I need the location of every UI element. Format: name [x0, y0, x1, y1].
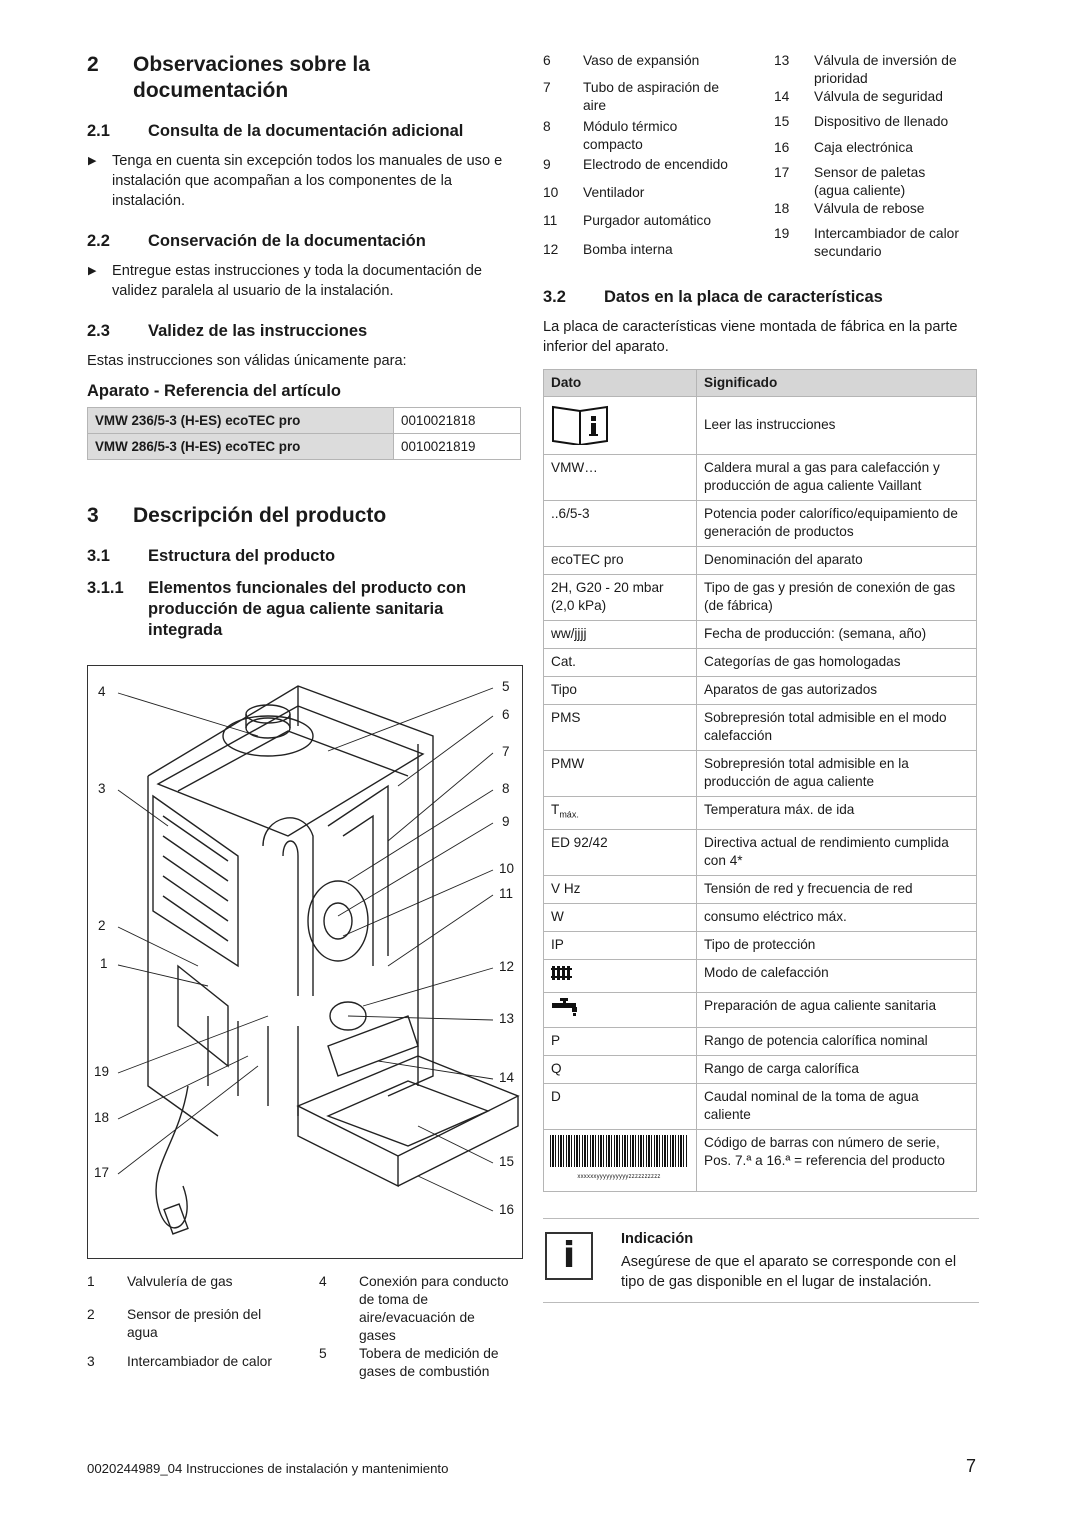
legend-item: 12 Bomba interna [543, 241, 673, 257]
tap-icon [551, 997, 581, 1017]
legend-item: 2 Sensor de presión del agua [87, 1307, 262, 1341]
table-row: ..6/5-3 Potencia poder calorífico/equipamiento de generación de productos [544, 501, 977, 547]
right-column [543, 52, 979, 1303]
legend-item: 7 Tubo de aspiración de aire [543, 80, 720, 114]
legend-item: 4 Conexión para conducto de toma de aire/evacuación de gases [319, 1274, 509, 1343]
callout-5: 5 [502, 679, 510, 694]
table-row: 2H, G20 - 20 mbar (2,0 kPa) Tipo de gas y presión de conexión de gas (de fábrica) [544, 575, 977, 621]
bullet-item: ▶ Tenga en cuenta sin excepción todos los manuales de uso e instalación que acompañan a los componentes de la instalación. [88, 153, 503, 209]
note-title: Indicación [621, 1230, 694, 1247]
table-row: VMW… Caldera mural a gas para calefacción y producción de agua caliente Vaillant [544, 455, 977, 501]
bullet-arrow-icon: ▶ [88, 155, 97, 167]
callout-14: 14 [499, 1070, 515, 1085]
table-header-row: Dato Significado [544, 370, 977, 397]
callout-2: 2 [98, 918, 106, 933]
table-row: IP Tipo de protección [544, 931, 977, 959]
callout-4: 4 [98, 684, 106, 699]
table-row: V Hz Tensión de red y frecuencia de red [544, 875, 977, 903]
callout-1: 1 [100, 956, 108, 971]
section-2-2-heading: 2.2 Conservación de la documentación [87, 232, 426, 250]
table-row: PMS Sobrepresión total admisible en el modo calefacción [544, 705, 977, 751]
barcode-text: xxxxxxyyyyyyyyyyzzzzzzzzzz [577, 1173, 661, 1180]
book-info-icon [550, 401, 610, 445]
table-row: ww/jjjj Fecha de producción: (semana, año) [544, 621, 977, 649]
info-icon: i [545, 1232, 593, 1280]
legend-item: 16 Caja electrónica [774, 140, 913, 155]
table-row: Tipo Aparatos de gas autorizados [544, 677, 977, 705]
table-row: D Caudal nominal de la toma de agua caliente [544, 1083, 977, 1129]
legend-column [543, 52, 774, 261]
left-column [87, 52, 522, 1381]
legend-item: 10 Ventilador [543, 185, 645, 201]
section-2-3-heading: 2.3 Validez de las instrucciones [87, 322, 368, 340]
table-row: $T_{máx.}$ Temperatura máx. de ida [544, 797, 977, 830]
legend-item: 6 Vaso de expansión [543, 53, 700, 68]
table-row: VMW 286/5-3 (H-ES) ecoTEC pro 0010021819 [88, 434, 521, 460]
legend-item: 14 Válvula de seguridad [774, 89, 943, 104]
callout-12: 12 [499, 959, 515, 974]
callout-6: 6 [502, 707, 510, 722]
note-box [543, 1218, 979, 1303]
table-row: Cat. Categorías de gas homologadas [544, 649, 977, 677]
barcode-icon [550, 1135, 688, 1167]
figure-legend-top [543, 52, 979, 261]
table-row: Preparación de agua caliente sanitaria [544, 992, 977, 1027]
boiler-diagram [87, 665, 523, 1259]
callout-19: 19 [94, 1064, 110, 1079]
callout-7: 7 [502, 744, 510, 759]
legend-item: 9 Electrodo de encendido [543, 156, 728, 172]
callout-9: 9 [502, 814, 510, 829]
figure-legend-bottom [87, 1273, 522, 1381]
table-row: Q Rango de carga calorífica [544, 1055, 977, 1083]
callout-3: 3 [98, 781, 106, 796]
legend-column [87, 1273, 319, 1381]
callout-18: 18 [94, 1110, 110, 1125]
callout-15: 15 [499, 1154, 515, 1169]
legend-item: 18 Válvula de rebose [774, 201, 925, 216]
callout-10: 10 [499, 861, 515, 876]
legend-item: 15 Dispositivo de llenado [774, 114, 949, 129]
section-3-1-heading: 3.1 Estructura del producto [87, 547, 336, 565]
callout-13: 13 [499, 1011, 515, 1026]
bullet-item: ▶ Entregue estas instrucciones y toda la documentación de validez paralela al usuario de la instalación. [88, 263, 482, 299]
page-number: 7 [966, 1456, 977, 1476]
boiler-illustration [88, 666, 523, 1259]
legend-item: 5 Tobera de medición de gases de combustión [319, 1346, 499, 1379]
table-row: VMW 236/5-3 (H-ES) ecoTEC pro 0010021818 [88, 408, 521, 434]
note-text: Asegúrese de que el aparato se corresponde con el tipo de gas disponible en el lugar de instalación. [621, 1253, 957, 1290]
legend-item: 19 Intercambiador de calor secundario [774, 226, 959, 259]
legend-item: 11 Purgador automático [543, 213, 712, 229]
section-3-2-heading: 3.2 Datos en la placa de características [543, 288, 883, 306]
legend-column [774, 52, 979, 261]
bullet-arrow-icon: ▶ [88, 265, 97, 277]
legend-item: 8 Módulo térmico compacto [543, 118, 678, 152]
radiator-icon [551, 964, 573, 982]
legend-item: 3 Intercambiador de calor [87, 1353, 272, 1369]
table-row: W consumo eléctrico máx. [544, 903, 977, 931]
reference-table [87, 407, 521, 460]
section-2-1-heading: 2.1 Consulta de la documentación adicional [87, 122, 464, 140]
table-row: Modo de calefacción [544, 959, 977, 992]
table-row: ecoTEC pro Denominación del aparato [544, 547, 977, 575]
section-3-1-1-heading: 3.1.1 Elementos funcionales del producto con producción de agua caliente sanitaria integrada [87, 579, 467, 639]
callout-11: 11 [499, 886, 514, 901]
callout-17: 17 [94, 1165, 110, 1180]
nameplate-table [543, 369, 977, 1192]
table-row: ED 92/42 Directiva actual de rendimiento cumplida con 4* [544, 829, 977, 875]
section-2-heading: 2 Observaciones sobre la documentación [87, 53, 370, 102]
footer-document-id: 0020244989_04 Instrucciones de instalación y mantenimiento [87, 1461, 449, 1476]
validity-text: Estas instrucciones son válidas únicamente para: [87, 353, 407, 369]
callout-16: 16 [499, 1202, 515, 1217]
legend-item: 17 Sensor de paletas (agua caliente) [774, 165, 926, 198]
legend-item: 1 Valvulería de gas [87, 1274, 233, 1289]
table-row: PMW Sobrepresión total admisible en la producción de agua caliente [544, 751, 977, 797]
reference-table-title: Aparato - Referencia del artículo [87, 382, 341, 400]
table-row: P Rango de potencia calorífica nominal [544, 1027, 977, 1055]
legend-item: 13 Válvula de inversión de prioridad [774, 53, 957, 86]
legend-column [319, 1273, 519, 1381]
nameplate-text: La placa de características viene montada de fábrica en la parte inferior del aparato. [543, 319, 958, 355]
section-3-heading: 3 Descripción del producto [87, 504, 387, 527]
table-row: xxxxxxyyyyyyyyyyzzzzzzzzzz Código de barras con número de serie, Pos. 7.ª a 16.ª = referencia del producto [544, 1129, 977, 1191]
callout-8: 8 [502, 781, 510, 796]
table-row: Leer las instrucciones [544, 397, 977, 455]
